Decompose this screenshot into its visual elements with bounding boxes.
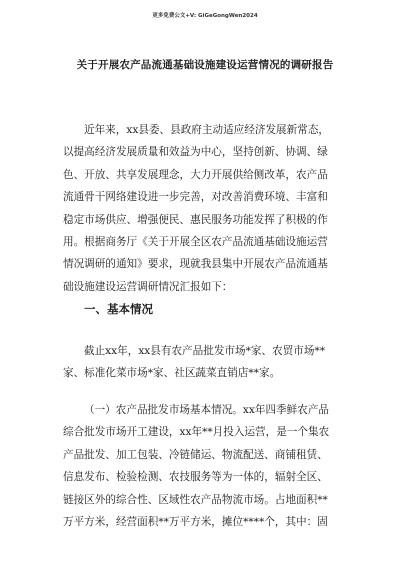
- summary-paragraph: [63, 340, 348, 385]
- paragraph-line: 万平方米，经营面积**万平方米，摊位****个，其中：固: [63, 515, 328, 528]
- paragraph-line: 产品批发、加工包装、冷链储运、物流配送、商铺租赁、: [63, 448, 328, 461]
- paragraph-line: 础设施建设运营调研情况汇报如下：: [63, 280, 233, 293]
- paragraph-line: 信息发布、检验检测、农技服务等为一体的，辐射全区、: [63, 471, 328, 484]
- paragraph-line: 近年来，xx县委、县政府主动适应经济发展新常态，: [84, 124, 330, 136]
- paragraph-line: 情况调研的通知》要求，现就我县集中开展农产品流通基: [63, 258, 328, 271]
- document-title: 关于开展农产品流通基础设施建设运营情况的调研报告: [76, 59, 334, 71]
- paragraph-line: 色、开放、共享发展理念，大力开展供给侧改革，农产品: [63, 168, 328, 181]
- paragraph-line: 家、标准化菜市场*家、社区蔬菜直销店**家。: [63, 367, 281, 380]
- intro-paragraph: [63, 119, 348, 298]
- paragraph-line: 以提高经济发展质量和效益为中心，坚持创新、协调、绿: [63, 146, 328, 159]
- paragraph-line: 用。根据商务厅《关于开展全区农产品流通基础设施运营: [63, 235, 328, 248]
- paragraph-line: （一）农产品批发市场基本情况。xx年四季鲜农产品: [84, 404, 330, 416]
- wholesale-market-paragraph: [63, 399, 348, 533]
- paragraph-line: 综合批发市场开工建设，xx年**月投入运营，是一个集农: [63, 426, 330, 439]
- section-heading: 一、基本情况: [84, 302, 153, 316]
- paragraph-line: 截止xx年，xx县有农产品批发市场*家、农贸市场**: [84, 345, 326, 357]
- paragraph-line: 链接区外的综合性、区域性农产品物流市场。占地面积**: [63, 493, 328, 506]
- paragraph-line: 稳定市场供应、增强便民、惠民服务功能发挥了积极的作: [63, 213, 328, 226]
- header-watermark: 更多免费公文+V: GiGeGongWen2024: [152, 13, 258, 19]
- paragraph-line: 流通骨干网络建设进一步完善，对改善消费环境、丰富和: [63, 191, 328, 204]
